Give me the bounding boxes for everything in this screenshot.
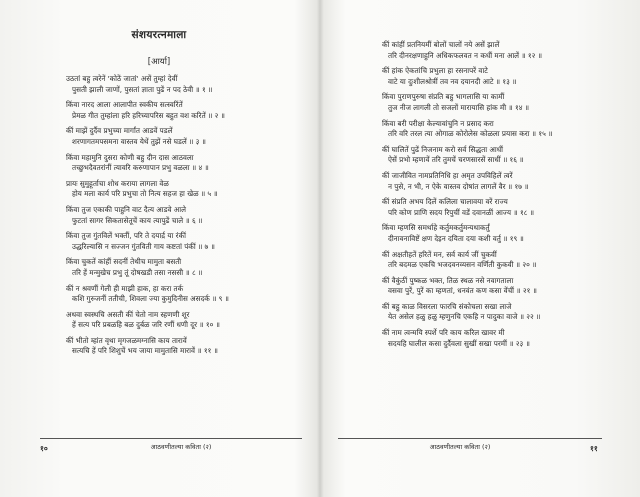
verse-line: प्रेमळ गीत तुम्हांला हरि हरिच्यापरिस बहुत वश करितें ॥ २ ॥ (72, 110, 225, 120)
verse-line: तरि वरि तरल त्या ओगाळ कोरोलेस कोळला प्रयास करा ॥ १५ ॥ (388, 129, 553, 139)
verse-line: पुसती झाली जाणों, पुसतां ज्ञाता पुढें न पद ठेवी ॥ १ ॥ (72, 84, 213, 94)
verse-line: हें सत्य परि प्रबळहि बळ दुर्बळ जरि रणीं धणी दूर ॥ १० ॥ (72, 320, 220, 330)
verse-line: किंवा बरी परीक्षा केल्यावांचुनि न प्रसाद करा (382, 118, 494, 128)
right-page-number: ११ (590, 444, 598, 453)
left-page (0, 0, 318, 497)
verse-line: येत असेल हळु हळु म्हणुनचि एकहि न पादुका वाजे ॥ २२ ॥ (388, 312, 541, 322)
verse-line: कीं संप्रति अभय दिलें कलिला चालावया वरें राज्य (382, 197, 508, 207)
verse-line: ऐसें प्रभो म्हणावें तरि तुमचें चरणसारसें साधीं ॥ १६ ॥ (388, 155, 524, 165)
verse-line: तरि बदमळ एकचि भजदवनव्यसन वर्णिती कुकवी ॥ २० ॥ (388, 260, 537, 270)
verse-line: तच्छुभदैवतरांनीं त्यावरि करुणापान प्रभु वळला ॥ ४ ॥ (72, 163, 209, 173)
verse (66, 126, 296, 147)
verse (66, 100, 296, 121)
verse-line: परि कोण प्राणि सदय रिपुचीं वडें दवानळीं आज्य ॥ १८ ॥ (388, 207, 535, 217)
verse-line: अथवा स्वस्थचि असती कीं चेतो नाम स्हणणी शूर (66, 309, 190, 319)
verse-line: होय मला कार्य परि प्रभुचा तो नित्य सहज हा खेळ ॥ ५ ॥ (72, 189, 218, 199)
verse-line: किंवा म्हणसि समर्थाहे कर्तुमकर्तुमन्यथाकर्तुं (382, 223, 490, 233)
verse-line: कीं वैकुंठीं पुष्कळ भक्त, तिळ स्थळ नसे नवागताला (382, 275, 514, 285)
verse (66, 310, 296, 331)
verse-line: किंवा चुकतें कांहीं सदनीं तेथीच मामुता बसती (66, 257, 182, 267)
verse-line: फुटतां सागर सिकतासेतूचें काय त्यापुढें चाले ॥ ६ ॥ (72, 215, 203, 225)
verse-line: किंवा नारद आला आलापीत स्वकीय सत्स्वरिंतें (66, 100, 183, 110)
verse-line: कीं न श्रवणीं गेली ही माझी हाक, हा करा तर्क (66, 283, 184, 293)
verse (382, 276, 617, 297)
verse (382, 328, 617, 349)
verse (66, 231, 296, 252)
left-page-number: १० (40, 444, 48, 453)
right-footer-text: आठवणीतल्या कविता (२) (429, 443, 491, 451)
left-footer-rule (40, 438, 302, 439)
verse-line: उठतां बहु त्वरेनें 'कोठें जातां' असें तुम्हां देवीं (66, 74, 178, 83)
left-verses (66, 74, 296, 362)
verse-line: किंवा तुज गुंतविलें भक्तीं, परि ते दयार्द्र या रंकीं (66, 231, 186, 241)
verse (382, 92, 617, 113)
verse-line: तुज नीज लागली तो सजलों मारायासि हांक मी ॥ १४ ॥ (388, 102, 530, 112)
verse (66, 257, 296, 278)
verse (66, 205, 296, 226)
verse-line: शरणागतमपसमना वास्तव येथें तुझें नसे घडलें ॥ ३ ॥ (72, 136, 206, 146)
verse (66, 153, 296, 174)
verse (382, 302, 617, 323)
verse (382, 66, 617, 87)
verse-line: किंवा पुराणपुरुषा संप्रति बहु भागलासि या कामीं (382, 92, 505, 102)
verse-line: कीं बहु काळ विसरला फारचि संकोचला सखा लाजे (382, 301, 512, 311)
verse-line: कीं घालितें पुढें निजनाम करो सर्व सिद्धता आधीं (382, 144, 504, 154)
verse (382, 197, 617, 218)
verse-line: कीं माझें दुर्दैव प्रभुच्या मार्गांत आडवें पडलें (66, 126, 173, 136)
verse-line: तरि हें मन्मुखेच प्रभु तूं दोषखडी तसा नससी ॥ ८ ॥ (72, 267, 203, 277)
verse-line: कीं नाम त्वन्मयि स्पर्शे परि काय करिल खावर मी (382, 328, 505, 338)
verse (382, 171, 617, 192)
verse (382, 223, 617, 244)
right-footer-rule (338, 438, 602, 439)
verse-line: कीं अक्षतीहतें हरितें मन, सर्व कार्य जीं चुकवीं (382, 249, 497, 259)
verse-line: न पुसे, न भी, न ऐके वास्तव दोषांत लागलें वैर ॥ १७ ॥ (388, 181, 529, 191)
left-footer-text: आठवणीतल्या कविता (२) (150, 443, 212, 451)
verse-line: कशि गुरुजनीं ततीची, शिवला ज्या कुमुदिनीस असदर्क ॥ ९ ॥ (72, 294, 229, 304)
verse-line: कीं जाजीवित नामप्रतिनिधि हा अमृत उपविहिलें त्वरें (382, 170, 513, 180)
right-page (322, 0, 640, 497)
verse-line: उद्धरिल्यासि न सज्जन गुंतविती गाय कष्टतां पंकीं ॥ ७ ॥ (72, 241, 215, 251)
verse (382, 40, 617, 61)
verse (382, 145, 617, 166)
verse (66, 336, 296, 357)
verse-line: कीं हांक ऐकतांचि प्रभुला हा रसनापरें वाटे (382, 66, 488, 76)
verse-line: कीं भीतो म्हांत वृथा मृगजळमग्नासि काय तारावें (66, 335, 187, 345)
verse (382, 119, 617, 140)
verse-line: वाटे या दुःशीलश्रोत्रीं तव नव दयानदी आटे ॥ १३ ॥ (388, 76, 517, 86)
verse-line: किंवा महामुनि दुसरा कोणी बहु दीन दास आठवला (66, 152, 194, 162)
verse-line: सदयहि घालील कसा दुर्दैवला सुखीं सखा परमीं ॥ २३ ॥ (388, 338, 530, 348)
right-verses (382, 40, 617, 354)
verse (66, 179, 296, 200)
verse (66, 74, 296, 95)
verse-line: कीं कांहीं प्रतनियमीं बोलों चालों नये असें झालें (382, 40, 500, 49)
verse-line: दीनावनाविष्टें क्षण देइन दयिता दया कशी वर्तु ॥ १९ ॥ (388, 233, 524, 243)
verse-line: वसवा पुरें, पुरें का म्हणतां, धनवंत कण कसा वेंचीं ॥ २१ ॥ (388, 286, 537, 296)
verse-line: किंवा तुज एकाकी पाहुनि वाट दैत्य आडवे आले (66, 204, 186, 214)
page-title: संशयरत्नमाला (131, 29, 187, 41)
meter-subtitle: [आर्या] (147, 57, 171, 67)
verse (382, 250, 617, 271)
verse (66, 284, 296, 305)
verse-line: तरि दीनरक्षणाहुनि अधिकफलवत न कधीं मना आलें ॥ १२ ॥ (388, 50, 542, 60)
verse-line: सत्यचि हें परि शिशुचें भय जाया मामुतासि मारावें ॥ ११ ॥ (72, 346, 218, 356)
verse-line: प्रायः सुमुहूर्ताचा शोध कराया लागला वेळ (66, 178, 169, 188)
